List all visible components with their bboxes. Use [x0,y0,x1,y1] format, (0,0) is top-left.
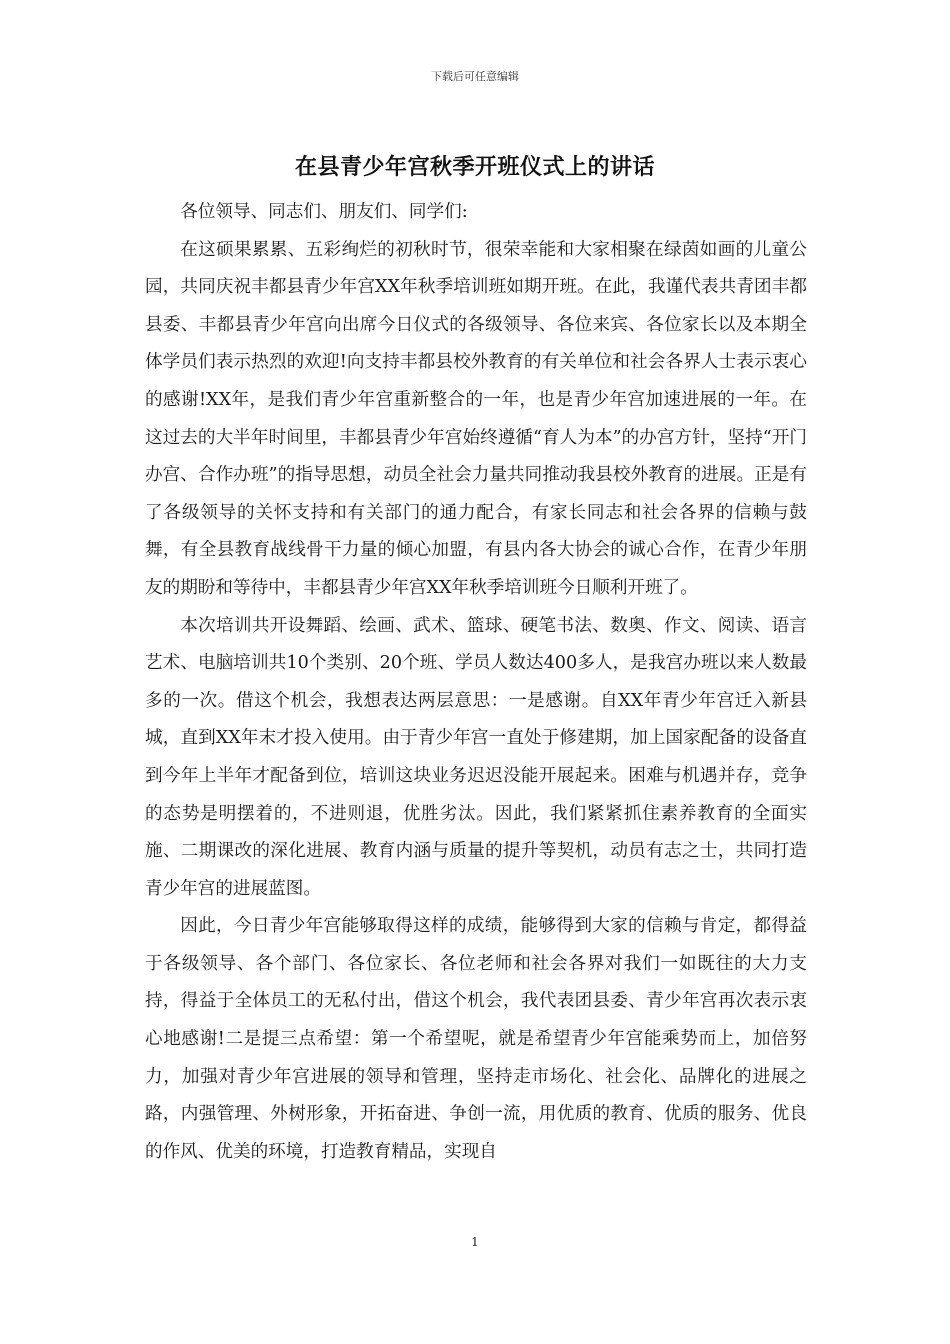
page-header: 下载后可任意编辑 [431,70,519,83]
document-title: 在县青少年宫秋季开班仪式上的讲话 [294,154,655,180]
salutation-paragraph: 各位领导、同志们、朋友们、同学们: [180,202,468,222]
body-paragraph: 本次培训共开设舞蹈、绘画、武术、篮球、硬笔书法、数奥、作文、阅读、语言艺术、电脑培训共10个类别、20个班、学员人数达400多人，是我宫办班以来人数最多的一次。借这个机会，我想表达两层意思：一是感谢。自XX年青少年宫迁入新县城，直到XX年末才投入使用。由于青少年宫一直处于修建期，加上国家配备的设备直到今年上半年才配备到位，培训这块业务迟迟没能开展起来。困难与机遇并存，竞争的态势是明摆着的，不进则退，优胜劣汰。因此，我们紧紧抓住素养教育的全面实施、二期课改的深化进展、教育内涵与质量的提升等契机，动员有志之士，共同打造青少年宫的进展蓝图。 [145,615,807,899]
page-number: 1 [471,1235,479,1249]
body-paragraph: 在这硕果累累、五彩绚烂的初秋时节，很荣幸能和大家相聚在绿茵如画的儿童公园，共同庆祝丰都县青少年宫XX年秋季培训班如期开班。在此，我谨代表共青团丰都县委、丰都县青少年宫向出席今日仪式的各级领导、各位来宾、各位家长以及本期全体学员们表示热烈的欢迎!向支持丰都县校外教育的有关单位和社会各界人士表示衷心的感谢!XX年，是我们青少年宫重新整合的一年，也是青少年宫加速进展的一年。在这过去的大半年时间里，丰都县青少年宫始终遵循“育人为本”的办宫方针，坚持“开门办宫、合作办班”的指导思想，动员全社会力量共同推动我县校外教育的进展。正是有了各级领导的关怀支持和有关部门的通力配合，有家长同志和社会各界的信赖与鼓舞，有全县教育战线骨干力量的倾心加盟，有县内各大协会的诚心合作，在青少年朋友的期盼和等待中，丰都县青少年宫XX年秋季培训班今日顺利开班了。 [145,239,807,598]
document-body [145,194,807,1171]
body-paragraph: 因此，今日青少年宫能够取得这样的成绩，能够得到大家的信赖与肯定，都得益于各级领导、各个部门、各位家长、各位老师和社会各界对我们一如既往的大力支持，得益于全体员工的无私付出，借这个机会，我代表团县委、青少年宫再次表示衷心地感谢!二是提三点希望：第一个希望呢，就是希望青少年宫能乘势而上，加倍努力，加强对青少年宫进展的领导和管理，坚持走市场化、社会化、品牌化的进展之路，内强管理、外树形象，开拓奋进、争创一流，用优质的教育、优质的服务、优良的作风、优美的环境，打造教育精品，实现自 [145,916,807,1162]
